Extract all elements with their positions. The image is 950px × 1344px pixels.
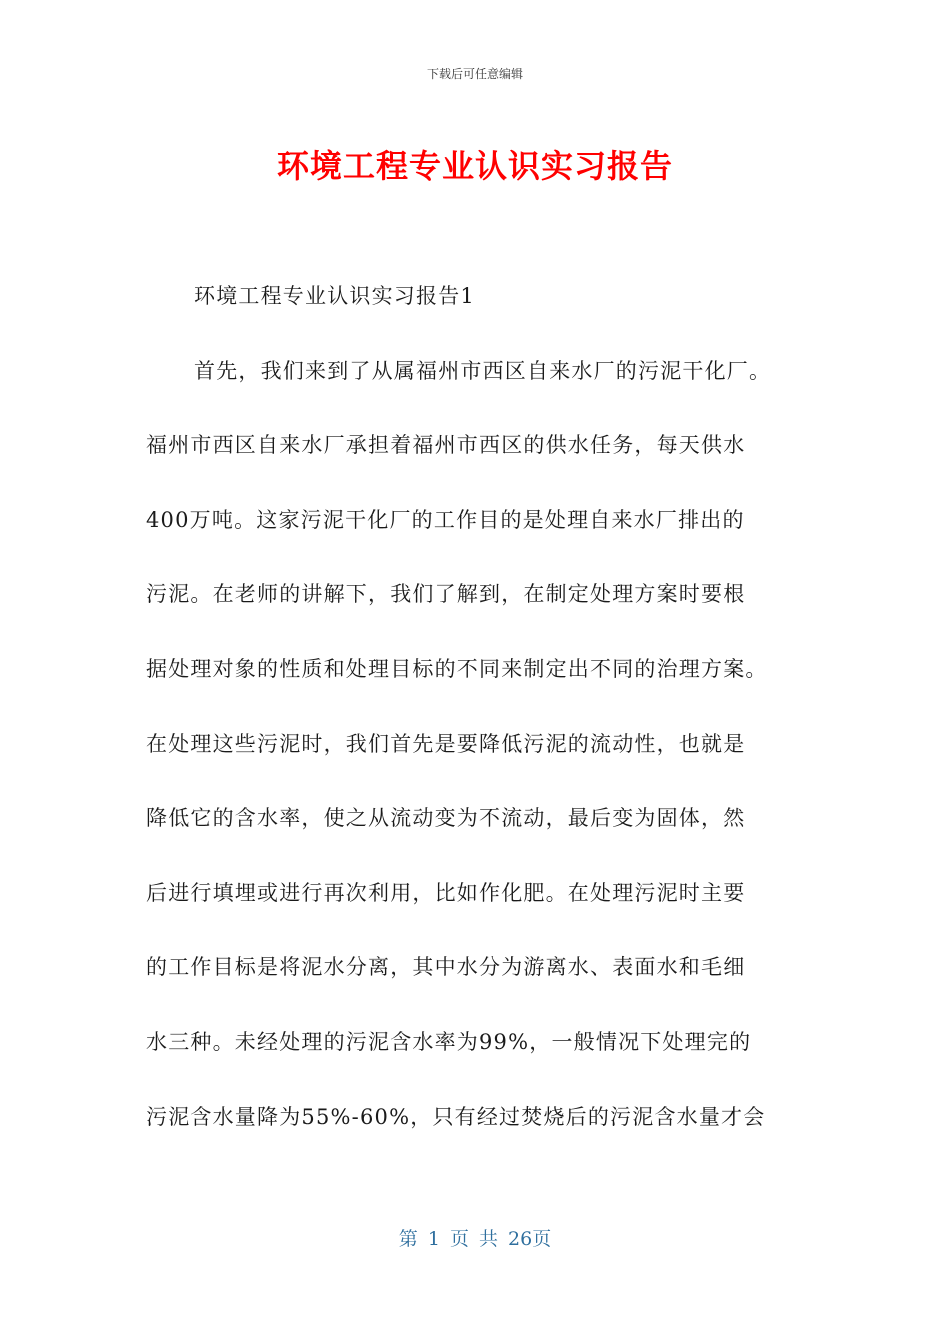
document-title: 环境工程专业认识实习报告 [276,147,673,185]
paragraph-line: 后进行填埋或进行再次利用，比如作化肥。在处理污泥时主要 [146,880,746,905]
paragraph-line: 福州市西区自来水厂承担着福州市西区的供水任务，每天供水 [146,433,746,458]
paragraph-line: 的工作目标是将泥水分离，其中水分为游离水、表面水和毛细 [146,955,746,980]
paragraph-line: 水三种。未经处理的污泥含水率为99%，一般情况下处理完的 [146,1029,752,1054]
paragraph-line: 污泥含水量降为55%-60%，只有经过焚烧后的污泥含水量才会 [146,1104,766,1129]
page-header-note: 下载后可任意编辑 [426,67,523,81]
paragraph-line: 400万吨。这家污泥干化厂的工作目的是处理自来水厂排出的 [146,507,745,532]
page-number-footer: 第 1 页 共 26页 [398,1228,552,1250]
paragraph-line: 据处理对象的性质和处理目标的不同来制定出不同的治理方案。 [146,656,768,681]
paragraph-line: 首先，我们来到了从属福州市西区自来水厂的污泥干化厂。 [194,358,772,383]
document-body [146,271,826,1166]
paragraph-line: 降低它的含水率，使之从流动变为不流动，最后变为固体，然 [146,806,746,831]
paragraph-line: 污泥。在老师的讲解下，我们了解到，在制定处理方案时要根 [146,582,746,607]
paragraph-line: 在处理这些污泥时，我们首先是要降低污泥的流动性，也就是 [146,731,746,756]
section-heading: 环境工程专业认识实习报告1 [194,284,475,308]
